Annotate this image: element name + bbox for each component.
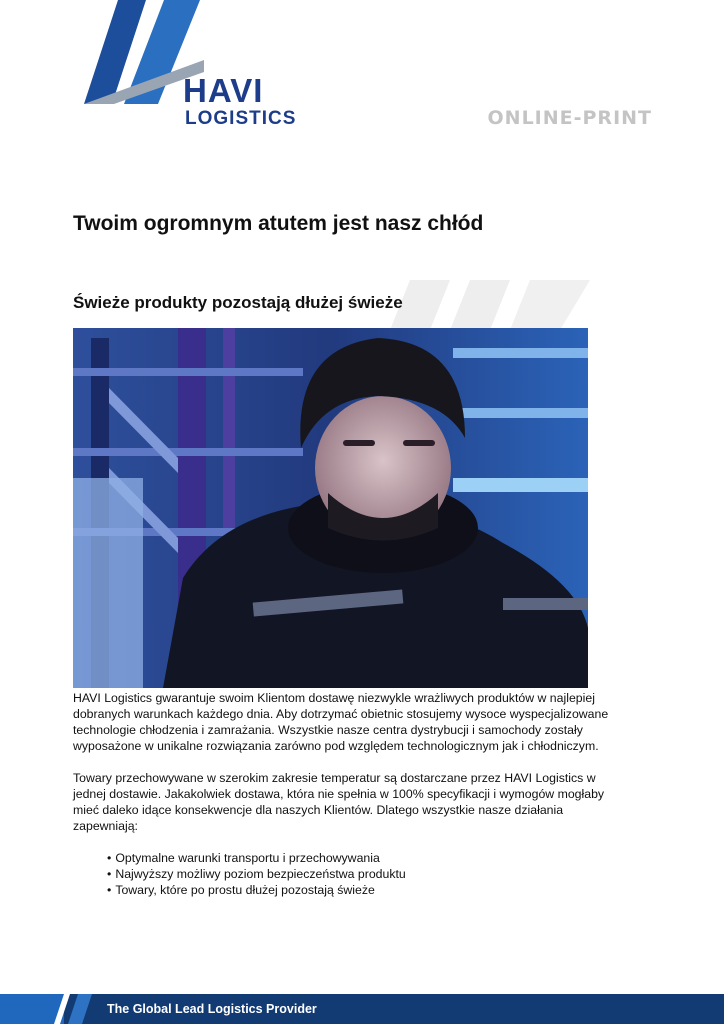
footer-bar — [0, 994, 724, 1024]
footer-stripes-icon — [0, 994, 110, 1024]
worker-photo — [73, 328, 588, 688]
watermark-stripes — [380, 280, 600, 330]
logo-wordmark: HAVI — [183, 72, 264, 109]
list-item: • Optymalne warunki transportu i przechowywania — [107, 850, 613, 866]
page-title: Twoim ogromnym atutem jest nasz chłód — [73, 212, 484, 235]
paragraph: Towary przechowywane w szerokim zakresie temperatur są dostarczane przez HAVI Logistics w jednej dostawie. Jakakolwiek dostawa, która nie spełnia w 100% specyfikacji i wymogów mogłaby mieć daleko idące konsekwencje dla naszych Klientów. Dlatego wszystkie nasze działania zapewniają: — [73, 771, 605, 833]
paragraph: HAVI Logistics gwarantuje swoim Klientom dostawę niezwykle wrażliwych produktów w najlepiej dobranych warunkach każdego dnia. Aby dotrzymać obietnic stosujemy wysoce wyspecjalizowane technologie chłodzenia i zamrażania. Wszystkie nasze centra dystrybucji i samochody zostały wyposażone w unikalne rozwiązania zarówno pod względem technologicznym jak i chłodniczym. — [73, 691, 609, 753]
body-text — [73, 690, 613, 898]
footer-tagline: The Global Lead Logistics Provider — [107, 1002, 317, 1016]
list-item: • Towary, które po prostu dłużej pozostają świeże — [107, 882, 613, 898]
online-print-label: ONLINE-PRINT — [487, 107, 652, 129]
logo-subtitle: LOGISTICS — [185, 108, 297, 129]
list-item: • Najwyższy możliwy poziom bezpieczeństwa produktu — [107, 866, 613, 882]
section-subtitle: Świeże produkty pozostają dłużej świeże — [73, 293, 403, 312]
benefit-list — [73, 850, 613, 898]
